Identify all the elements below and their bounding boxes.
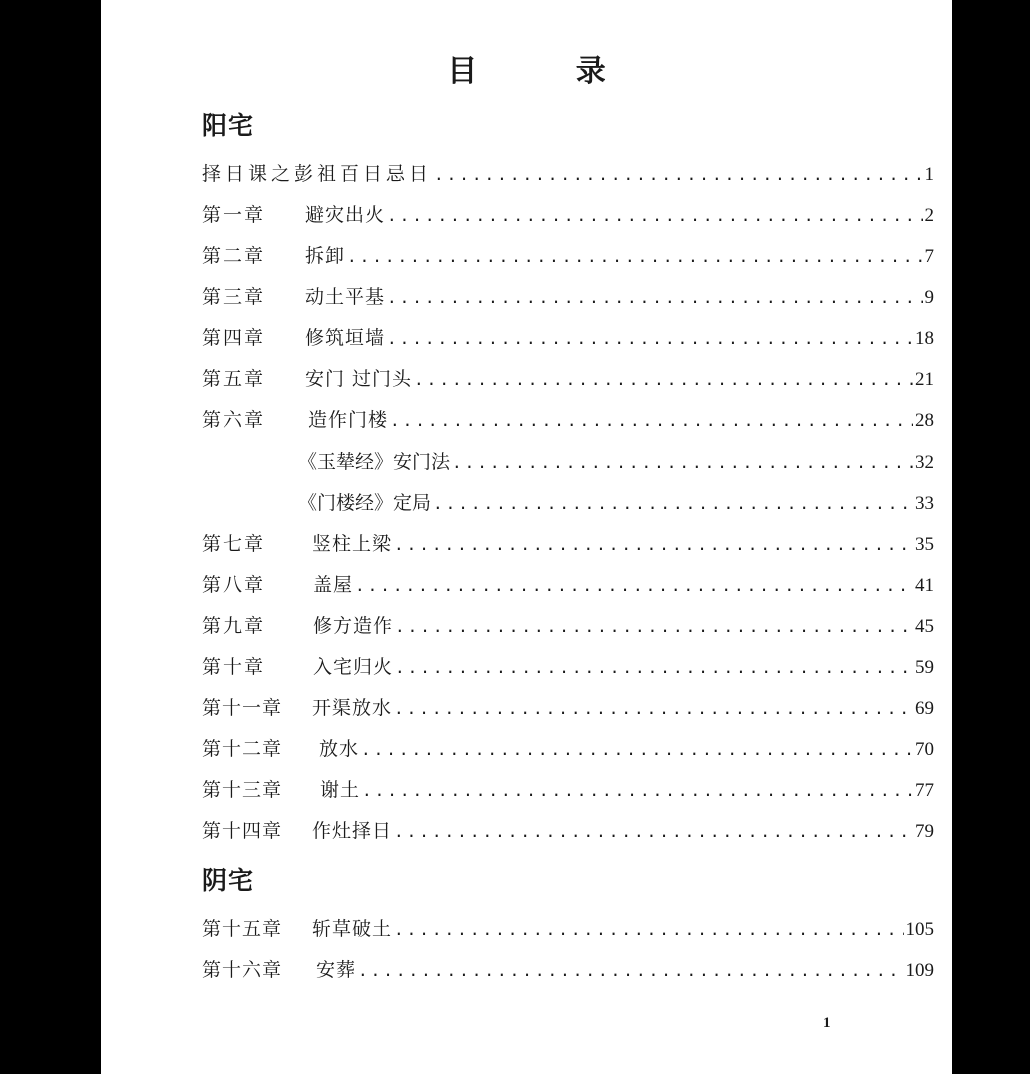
toc-entry-title: 斩草破土 bbox=[312, 918, 393, 940]
toc-entry-page: 41 bbox=[915, 575, 934, 596]
toc-entry-chapter: 第十三章 bbox=[202, 779, 283, 801]
toc-entry bbox=[202, 612, 934, 640]
toc-entry-chapter: 第十二章 bbox=[202, 738, 283, 760]
toc-entry-title: 《玉辇经》安门法 bbox=[298, 451, 451, 473]
toc-entry-page: 69 bbox=[915, 698, 934, 719]
section-heading-yin: 阴宅 bbox=[202, 866, 255, 895]
toc-entry-page: 18 bbox=[915, 328, 934, 349]
toc-entry-title: 避灾出火 bbox=[305, 204, 386, 226]
toc-subentry bbox=[202, 489, 934, 517]
toc-leader-dots bbox=[414, 366, 913, 394]
toc-leader-dots bbox=[394, 695, 913, 723]
toc-leader-dots bbox=[387, 284, 922, 312]
toc-entry-title: 拆卸 bbox=[305, 245, 346, 267]
toc-entry-page: 77 bbox=[915, 780, 934, 801]
toc-entry bbox=[202, 530, 934, 558]
toc-entry-title: 谢土 bbox=[320, 779, 361, 801]
toc-entry bbox=[202, 283, 934, 311]
toc-leader-dots bbox=[387, 202, 922, 230]
toc-entry-page: 2 bbox=[924, 205, 934, 226]
toc-entry bbox=[202, 242, 934, 270]
toc-entry-page: 79 bbox=[915, 821, 934, 842]
toc-entry-chapter: 第六章 bbox=[202, 409, 266, 431]
toc-leader-dots bbox=[394, 916, 903, 944]
toc-entry bbox=[202, 324, 934, 352]
toc-entry-page: 9 bbox=[924, 287, 934, 308]
section-heading-yang: 阳宅 bbox=[202, 111, 255, 140]
toc-entry-title: 动土平基 bbox=[305, 286, 386, 308]
toc-subentry bbox=[202, 448, 934, 476]
toc-entry-title: 择日课之彭祖百日忌日 bbox=[202, 163, 433, 185]
toc-entry bbox=[202, 735, 934, 763]
toc-leader-dots bbox=[452, 449, 913, 477]
toc-entry-chapter: 第十四章 bbox=[202, 820, 283, 842]
toc-entry bbox=[202, 365, 934, 393]
toc-leader-dots bbox=[394, 818, 913, 846]
toc-entry-page: 45 bbox=[915, 616, 934, 637]
toc-entry-page: 1 bbox=[924, 164, 934, 185]
toc-entry-page: 109 bbox=[905, 960, 934, 981]
toc-leader-dots bbox=[361, 736, 913, 764]
toc-entry-title: 安门 过门头 bbox=[305, 368, 413, 390]
toc-entry-page: 32 bbox=[915, 452, 934, 473]
toc-entry-title: 竖柱上梁 bbox=[312, 533, 393, 555]
toc-entry bbox=[202, 653, 934, 681]
toc-entry-chapter: 第十六章 bbox=[202, 959, 283, 981]
toc-entry-title: 《门楼经》定局 bbox=[298, 492, 432, 514]
page-title: 目 录 bbox=[447, 54, 650, 89]
toc-entry-page: 21 bbox=[915, 369, 934, 390]
toc-entry bbox=[202, 776, 934, 804]
toc-entry-title: 开渠放水 bbox=[312, 697, 393, 719]
toc-entry-chapter: 第九章 bbox=[202, 615, 266, 637]
document-page bbox=[101, 0, 952, 1074]
toc-entry-title: 放水 bbox=[319, 738, 360, 760]
toc-entry-chapter: 第十一章 bbox=[202, 697, 283, 719]
toc-leader-dots bbox=[390, 407, 913, 435]
toc-leader-dots bbox=[394, 531, 913, 559]
toc-entry bbox=[202, 956, 934, 984]
toc-entry bbox=[202, 160, 934, 188]
toc-entry-page: 105 bbox=[905, 919, 934, 940]
toc-entry-title: 修筑垣墙 bbox=[305, 327, 386, 349]
toc-entry-chapter: 第五章 bbox=[202, 368, 266, 390]
toc-entry-chapter: 第三章 bbox=[202, 286, 266, 308]
toc-leader-dots bbox=[395, 654, 913, 682]
toc-entry-title: 入宅归火 bbox=[313, 656, 394, 678]
toc-entry bbox=[202, 817, 934, 845]
toc-leader-dots bbox=[433, 490, 913, 518]
toc-entry-chapter: 第十五章 bbox=[202, 918, 283, 940]
toc-entry-chapter: 第八章 bbox=[202, 574, 266, 596]
toc-entry-title: 安葬 bbox=[316, 959, 357, 981]
toc-leader-dots bbox=[347, 243, 922, 271]
toc-entry-chapter: 第七章 bbox=[202, 533, 266, 555]
toc-entry-page: 59 bbox=[915, 657, 934, 678]
toc-leader-dots bbox=[387, 325, 913, 353]
toc-entry bbox=[202, 694, 934, 722]
toc-leader-dots bbox=[358, 957, 903, 985]
toc-entry-title: 造作门楼 bbox=[308, 409, 389, 431]
toc-entry-chapter: 第一章 bbox=[202, 204, 266, 226]
toc-entry bbox=[202, 915, 934, 943]
toc-entry-page: 70 bbox=[915, 739, 934, 760]
toc-entry-title: 修方造作 bbox=[313, 615, 394, 637]
toc-entry-page: 7 bbox=[924, 246, 934, 267]
toc-entry-title: 作灶择日 bbox=[312, 820, 393, 842]
toc-entry bbox=[202, 406, 934, 434]
toc-entry-chapter: 第二章 bbox=[202, 245, 266, 267]
page-number: 1 bbox=[823, 1015, 831, 1031]
toc-entry bbox=[202, 201, 934, 229]
toc-entry-page: 35 bbox=[915, 534, 934, 555]
toc-leader-dots bbox=[434, 161, 922, 189]
toc-entry bbox=[202, 571, 934, 599]
toc-leader-dots bbox=[395, 613, 913, 641]
toc-entry-title: 盖屋 bbox=[313, 574, 354, 596]
toc-leader-dots bbox=[362, 777, 913, 805]
toc-entry-page: 33 bbox=[915, 493, 934, 514]
toc-entry-page: 28 bbox=[915, 410, 934, 431]
toc-entry-chapter: 第十章 bbox=[202, 656, 266, 678]
toc-entry-chapter: 第四章 bbox=[202, 327, 266, 349]
toc-leader-dots bbox=[355, 572, 913, 600]
